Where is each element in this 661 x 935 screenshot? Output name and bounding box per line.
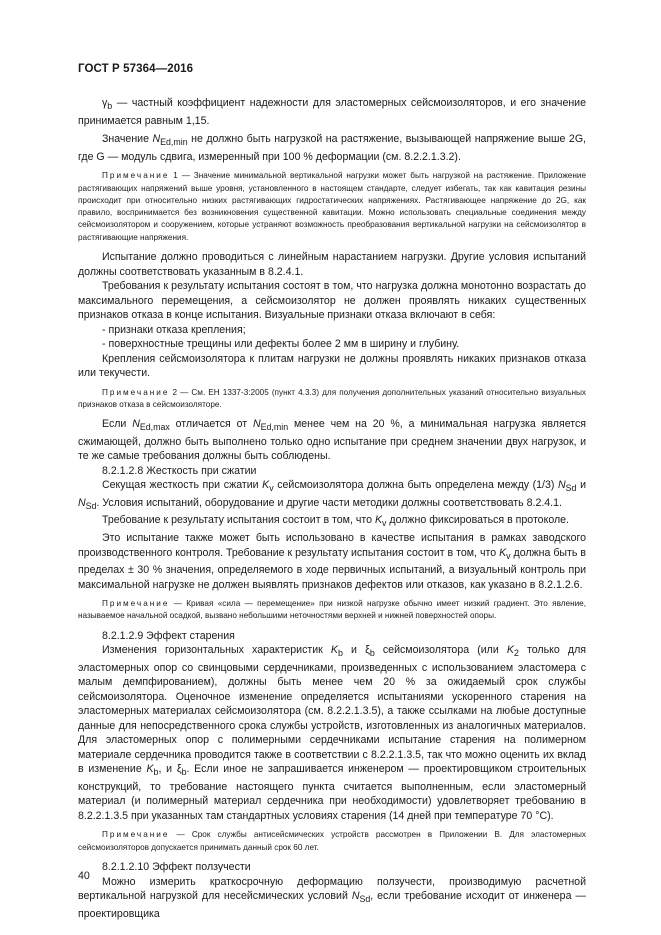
section-title: 8.2.1.2.8 Жесткость при сжатии <box>102 464 257 477</box>
paragraph-ned-min: Значение $N_{Ed,min}$ не должно быть нагрузкой на растяжение, вызывающей напряжение выше 2G, где G — модуль сдвига, измеренный при 100 % деформации (см. 8.2.2.1.3.2). <box>78 133 587 163</box>
standard-header: ГОСТ Р 57364—2016 <box>78 63 194 75</box>
page-body <box>78 96 586 921</box>
paragraph-ned-compare: Если $N_{Ed,max}$ отличается от $N_{Ed,min}$ менее чем на 20 %, а минимальная нагрузка является сжимающей, должно быть выполнено только одно испытание при среднем значении двух нагрузок, и те же самые требования должны быть соблюдены. <box>78 418 587 463</box>
paragraph-gamma: $\gamma_b$ — частный коэффициент надежности для эластомерных сейсмоизоляторов, и его значение принимается равным 1,15. <box>78 97 586 127</box>
paragraph-linear-load: Испытание должно проводиться с линейным нарастанием нагрузки. Другие условия испытаний должны соответствовать указанным в 8.2.4.1. <box>78 251 586 278</box>
note-3: Примечание — Кривая «сила — перемещение» при низкой нагрузке обычно имеет низкий градиент. Это явление, называемое начальной осадкой, вызвано небольшими неточностями верхней и нижней поверхностей опоры. <box>78 599 586 621</box>
note-2: Примечание 2 — См. ЕН 1337-3:2005 (пункт 4.3.3) для получения дополнительных указаний относительно визуальных признаков отказа в сейсмоизоляторе. <box>78 387 586 409</box>
paragraph-factory-control: Это испытание также может быть использовано в качестве испытания в рамках заводского производственного контроля. Требование к результату испытания состоит в том, что $K_v$ должна быть в пределах ± 30 % значения, определяемого в ходе первичных испытаний, а визуальный контроль при максимальной нагрузке не должен выявлять признаков дефектов или отказов, как указано в 8.2.1.2.6. <box>78 532 586 591</box>
list-item: - признаки отказа крепления; <box>102 323 246 336</box>
paragraph-test-requirements: Требования к результату испытания состоят в том, что нагрузка должна монотонно возрастать до максимального перемещения, а сейсмоизолятор не должен проявлять никаких существенных признаков отказа в конце испытания. Визуальные признаки отказа включают в себя: <box>78 280 586 321</box>
paragraph-fastening: Крепления сейсмоизолятора к плитам нагрузки не должны проявлять никаких признаков отказа или текучести. <box>78 352 586 379</box>
section-title: 8.2.1.2.9 Эффект старения <box>102 629 235 642</box>
section-title: 8.2.1.2.10 Эффект ползучести <box>102 861 251 874</box>
paragraph-kv-protocol: Требование к результату испытания состоит в том, что $K_v$ должно фиксироваться в протоколе. <box>102 514 570 529</box>
paragraph-secant-stiffness: Секущая жесткость при сжатии $K_v$ сейсмоизолятора должна быть определена между (1/3) $N_{Sd}$ и $N_{Sd}$. Условия испытаний, оборудование и другие части методики должны соответствовать 8.2.4.1. <box>78 479 586 511</box>
paragraph-aging: Изменения горизонтальных характеристик $K_b$ и $\xi_b$ сейсмоизолятора (или $K_2$ только для эластомерных опор со свинцовыми сердечниками, произведенных с использованием эластомера с малым демпфированием), должны быть менее чем 20 % за ожидаемый срок службы сейсмоизолятора. Оценочное изменение определяется испытаниями ускоренного старения на эластомерных материалах сейсмоизолятора (см. 8.2.2.1.3.5), а также ссылками на любые доступные данные для непосредственного срока службы устройств, изготовленных из аналогичных материалов. Для эластомерных опор с полимерными сердечниками испытание старения на полимерном материале сердечника проводится также в соответствии с 8.2.2.1.3.5, так что можно оценить их вклад в изменение $K_b$, и $\xi_b$. Если иное не запрашивается инженером — проектировщиком строительных конструкций, то требование настоящего пункта считается выполненным, если эластомерный материал (и полимерный материал сердечника при необходимости) удовлетворяет требованию в 8.2.2.1.3.5 при указанных там стандартных условиях старения (14 дней при температуре 70 °С). <box>78 644 586 822</box>
note-4: Примечание — Срок службы антисейсмических устройств рассмотрен в Приложении В. Для эластомерных сейсмоизоляторов допускается принимать данный срок 60 лет. <box>78 830 586 852</box>
note-1: Примечание 1 — Значение минимальной вертикальной нагрузки может быть нагрузкой на растяжение. Приложение растягивающих напряжений выше уровня, установленного в настоящем стандарте, следует избегать, так как кавитация резины происходит при относительно низких растягивающих гидростатических напряжениях. Растягивающее напряжение до 2G, как правило, воспринимается без возникновения существенной кавитации. Можно использовать специальные соединения между сейсмоизолятором и сооружением, которые устраняют возможность преобразования вертикальной нагрузки на сейсмоизолятор в растягивающие напряжения. <box>78 171 586 242</box>
page-number: 40 <box>78 870 90 882</box>
paragraph-creep: Можно измерить краткосрочную деформацию ползучести, производимую расчетной вертикальной нагрузкой для несейсмических условий $N_{Sd}$, если требование исходит от инженера — проектировщика <box>78 875 586 920</box>
list-item: - поверхностные трещины или дефекты более 2 мм в ширину и глубину. <box>102 338 460 350</box>
